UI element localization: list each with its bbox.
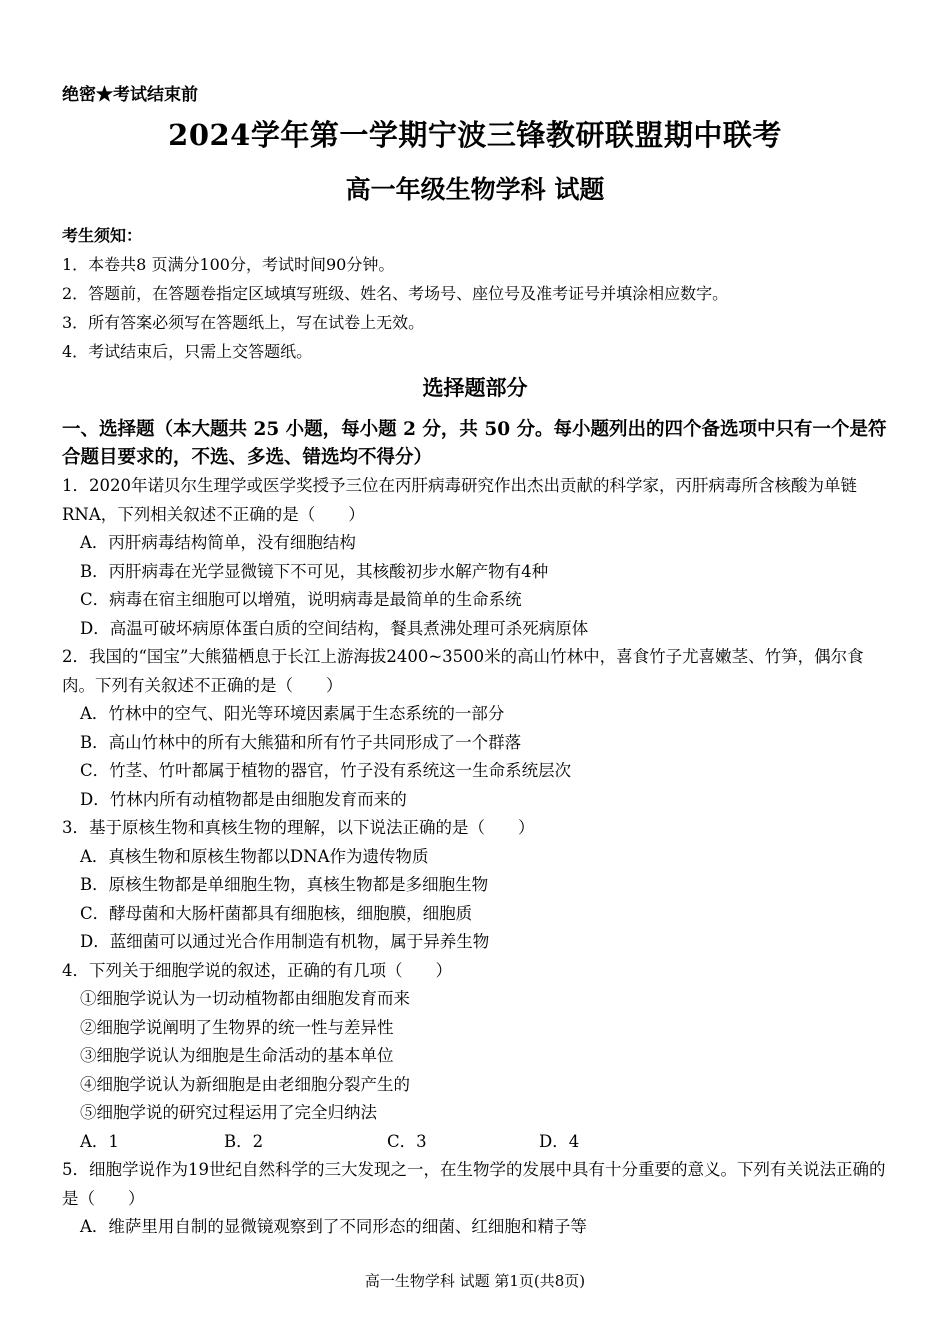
question-statement: ⑤细胞学说的研究过程运用了完全归纳法: [80, 1103, 377, 1122]
notice-item: 2．答题前，在答题卷指定区域填写班级、姓名、考场号、座位号及准考证号并填涂相应数字。: [62, 284, 729, 303]
question-statement: ①细胞学说认为一切动植物都由细胞发育而来: [80, 989, 410, 1008]
question-statement: ③细胞学说认为细胞是生命活动的基本单位: [80, 1046, 394, 1065]
question-statement: ②细胞学说阐明了生物界的统一性与差异性: [80, 1017, 394, 1037]
question-option: C．竹茎、竹叶都属于植物的器官，竹子没有系统这一生命系统层次: [80, 761, 572, 780]
question-statement: ④细胞学说认为新细胞是由老细胞分裂产生的: [80, 1074, 410, 1094]
question-option: C．酵母菌和大肠杆菌都具有细胞核，细胞膜，细胞质: [80, 903, 473, 923]
notice-item: 1．本卷共8 页满分100分，考试时间90分钟。: [62, 255, 395, 274]
exam-title: 2024学年第一学期宁波三锋教研联盟期中联考: [168, 118, 782, 152]
confidential-label: 绝密★考试结束前: [62, 85, 198, 105]
question-stem: 5．细胞学说作为19世纪自然科学的三大发现之一，在生物学的发展中具有十分重要的意义。下列有关说法正确的是（ ）: [62, 1160, 886, 1208]
question-option: B．高山竹林中的所有大熊猫和所有竹子共同形成了一个群落: [80, 732, 522, 752]
answer-choice: B．2: [224, 1131, 264, 1151]
question-option: C．病毒在宿主细胞可以增殖，说明病毒是最简单的生命系统: [80, 590, 522, 609]
question-option: A．竹林中的空气、阳光等环境因素属于生态系统的一部分: [80, 704, 505, 723]
question-stem: 4．下列关于细胞学说的叙述，正确的有几项（ ）: [62, 960, 452, 980]
question-option: D．蓝细菌可以通过光合作用制造有机物，属于异养生物: [80, 932, 490, 951]
question-3: [62, 814, 892, 957]
question-stem: 3．基于原核生物和真核生物的理解，以下说法正确的是（ ）: [62, 818, 535, 837]
question-option: B．原核生物都是单细胞生物，真核生物都是多细胞生物: [80, 875, 489, 894]
question-4: [62, 957, 892, 1157]
notice-item: 3．所有答案必须写在答题纸上，写在试卷上无效。: [62, 313, 425, 332]
notice-item: 4．考试结束后，只需上交答题纸。: [62, 342, 313, 361]
question-5: [62, 1156, 892, 1242]
questions-area: [62, 416, 892, 1242]
question-stem: 1．2020年诺贝尔生理学或医学奖授予三位在丙肝病毒研究作出杰出贡献的科学家，丙肝病毒所含核酸为单链RNA，下列相关叙述不正确的是（ ）: [62, 476, 857, 524]
question-option: D．竹林内所有动植物都是由细胞发育而来的: [80, 789, 407, 809]
question-1: [62, 472, 892, 643]
candidate-notice: [62, 221, 892, 366]
question-option: B．丙肝病毒在光学显微镜下不可见，其核酸初步水解产物有4种: [80, 561, 549, 581]
answer-choice: C．3: [387, 1131, 427, 1151]
page-footer: 高一生物学科 试题 第1页(共8页): [364, 1272, 586, 1290]
question-option: D．高温可破坏病原体蛋白质的空间结构，餐具煮沸处理可杀死病原体: [80, 618, 589, 638]
exam-subtitle: 高一年级生物学科 试题: [345, 175, 605, 204]
question-option: A．维萨里用自制的显微镜观察到了不同形态的细菌、红细胞和精子等: [80, 1217, 587, 1236]
answer-choice: A．1: [80, 1131, 119, 1151]
answer-choices: [62, 1128, 892, 1157]
question-option: A．丙肝病毒结构简单，没有细胞结构: [80, 533, 356, 552]
question-option: A．真核生物和原核生物都以DNA作为遗传物质: [80, 846, 429, 866]
question-2: [62, 643, 892, 814]
answer-choice: D．4: [539, 1131, 580, 1151]
question-stem: 2．我国的“国宝”大熊猫栖息于长江上游海拔2400~3500米的高山竹林中，喜食竹子尤喜嫩茎、竹笋，偶尔食肉。下列有关叙述不正确的是（ ）: [62, 647, 864, 695]
part-one-heading: 一、选择题（本大题共 25 小题，每小题 2 分，共 50 分。每小题列出的四个备选项中只有一个是符合题目要求的，不选、多选、错选均不得分）: [62, 419, 887, 468]
section-title: 选择题部分: [422, 375, 528, 400]
notice-heading: 考生须知：: [62, 226, 143, 245]
